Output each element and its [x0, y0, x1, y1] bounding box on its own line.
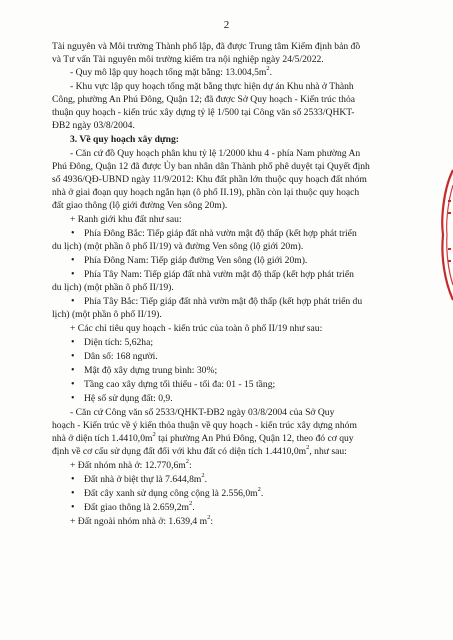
superscript: 2	[257, 485, 261, 493]
bullet-line	[84, 487, 263, 500]
text-line	[52, 40, 360, 53]
line-text: Phía Đông Nam: Tiếp giáp đường Ven sông (lộ giới 20m).	[84, 255, 308, 266]
line-text: du lịch) (một phần ô phố II/19) và đường Ven sông (lộ giới 20m).	[52, 241, 304, 252]
line-text-after: .	[192, 502, 195, 513]
text-line	[52, 106, 354, 119]
line-text: Đất cây xanh sử dụng công cộng là 2.556,0m	[84, 488, 258, 499]
line-text: đất giao thông (lộ giới đường Ven sông 20m).	[52, 200, 228, 211]
line-text: Phú Đông, Quận 12 đã được Ủy ban nhân dân Thành phố phê duyệt tại Quyết định	[52, 161, 370, 172]
line-text: Tài nguyên và Môi trường Thành phố lập, đã được Trung tâm Kiểm định bản đồ	[52, 41, 361, 52]
text-line	[52, 93, 355, 106]
text-line	[52, 281, 174, 294]
line-text: hoạch - Kiến trúc về ý kiến thỏa thuận về quy hoạch - kiến trúc xây dựng nhóm	[52, 420, 357, 431]
text-line	[70, 80, 354, 93]
line-text-after: , như sau:	[309, 446, 347, 457]
bullet-line	[84, 392, 173, 405]
page-number: 2	[223, 19, 230, 31]
text-line	[70, 515, 213, 528]
line-text: Hệ số sử dụng đất: 0,9.	[84, 393, 173, 404]
line-text: - Căn cứ đồ Quy hoạch phân khu tỷ lệ 1/2000 khu 4 - phía Nam phường An	[70, 148, 361, 159]
bullet-line	[84, 227, 357, 240]
text-line	[52, 199, 227, 212]
bullet-line	[84, 364, 217, 377]
line-text-after: .	[204, 474, 208, 485]
line-text: - Căn cứ Công văn số 2533/QHKT-ĐB2 ngày 03/8/2004 của Sở Quy	[70, 407, 335, 418]
line-text: nhà ở diện tích 1.4410,0m	[52, 433, 153, 444]
bullet-line	[84, 336, 153, 349]
superscript: 2	[152, 430, 156, 438]
text-line	[52, 160, 370, 173]
line-text-after: :	[210, 516, 213, 527]
line-text: Mật độ xây dựng trung bình: 30%;	[84, 365, 218, 376]
line-text-after: .	[260, 488, 264, 499]
bullet-line	[84, 473, 207, 486]
text-line	[52, 186, 359, 199]
superscript: 2	[188, 499, 193, 507]
bullet-line	[84, 295, 362, 308]
superscript: 2	[201, 471, 205, 479]
line-text: - Khu vực lập quy hoạch tổng mặt bằng thực hiện dự án Khu nhà ở Thành	[70, 81, 354, 92]
text-line	[52, 53, 324, 66]
text-line	[52, 173, 367, 186]
bullet-line	[84, 378, 275, 391]
text-line	[52, 445, 347, 458]
superscript: 2	[185, 457, 189, 465]
superscript: 2	[266, 64, 270, 72]
line-text: du lịch) (một phần ô phố II/19).	[52, 282, 174, 293]
line-text-after: :	[189, 460, 192, 471]
text-line	[70, 406, 334, 419]
line-text: + Các chỉ tiêu quy hoạch - kiến trúc của toàn ô phố II/19 như sau:	[70, 323, 323, 334]
line-text: + Đất nhóm nhà ở: 12.770,6m	[70, 460, 186, 471]
line-text-after: .	[269, 67, 273, 78]
line-text: Phía Đông Bắc: Tiếp giáp đất nhà vườn mật độ thấp (kết hợp phát triển	[84, 228, 357, 239]
line-text: nhà ở giai đoạn quy hoạch ngắn hạn (ô phố II.19), phần còn lại thuộc quy hoạch	[52, 187, 360, 198]
text-line	[52, 119, 135, 132]
line-text: Dân số: 168 người.	[84, 351, 158, 362]
line-text: và Tư vấn Tài nguyên môi trường kiểm tra nội nghiệp ngày 24/5/2022.	[52, 54, 324, 65]
bullet-line	[84, 254, 307, 267]
bullet-line	[84, 350, 158, 363]
line-text: Phía Tây Nam: Tiếp giáp đất nhà vườn mật độ thấp (kết hợp phát triển	[84, 269, 354, 280]
line-text: 3. Về quy hoạch xây dựng:	[70, 134, 180, 145]
text-line	[52, 308, 162, 321]
line-text: định về cơ cấu sử dụng đất đối với khu đất có diện tích 1.4410,0m	[52, 446, 307, 457]
line-text: Phía Tây Bắc: Tiếp giáp đất nhà vườn mật độ thấp (kết hợp phát triển du	[84, 296, 363, 307]
line-text: ĐB2 ngày 03/8/2004.	[52, 120, 135, 131]
superscript: 2	[207, 513, 211, 521]
line-text: + Ranh giới khu đất như sau:	[70, 214, 182, 225]
line-text: số 4936/QĐ-UBND ngày 11/9/2012: Khu đất phần lớn thuộc quy hoạch đất nhóm	[52, 174, 367, 185]
text-line	[70, 459, 192, 472]
text-line	[52, 419, 357, 432]
text-line	[70, 66, 272, 79]
text-line	[70, 322, 322, 335]
bullet-line	[84, 268, 354, 281]
line-text: Công, phường An Phú Đông, Quận 12; đã được Sở Quy hoạch - Kiến trúc thỏa	[52, 94, 356, 105]
bullet-line	[84, 501, 195, 514]
line-text: Đất giao thông là 2.659,2m	[84, 502, 189, 513]
section-heading	[70, 133, 179, 146]
line-text: + Đất ngoài nhóm nhà ở: 1.639,4 m	[70, 516, 208, 527]
line-text-after: tại phường An Phú Đông, Quận 12, theo đó cơ quy	[155, 433, 354, 444]
line-text: Diện tích: 5,62ha;	[84, 337, 154, 348]
line-text: Đất nhà ở biệt thự là 7.644,8m	[84, 474, 202, 485]
text-line	[70, 213, 182, 226]
line-text: thuận quy hoạch - kiến trúc xây dựng tỷ lệ 1/500 tại Công văn số 2533/QHKT-	[52, 107, 355, 118]
line-text: - Quy mô lập quy hoạch tổng mặt bằng: 13.004,5m	[70, 67, 267, 78]
superscript: 2	[306, 443, 310, 451]
text-line	[52, 240, 303, 253]
text-line	[70, 147, 360, 160]
red-seal-edge	[439, 160, 453, 310]
line-text: lịch) (một phần ô phố II/19).	[52, 309, 162, 320]
line-text: Tầng cao xây dựng tối thiểu - tối đa: 01 - 15 tầng;	[84, 379, 276, 390]
